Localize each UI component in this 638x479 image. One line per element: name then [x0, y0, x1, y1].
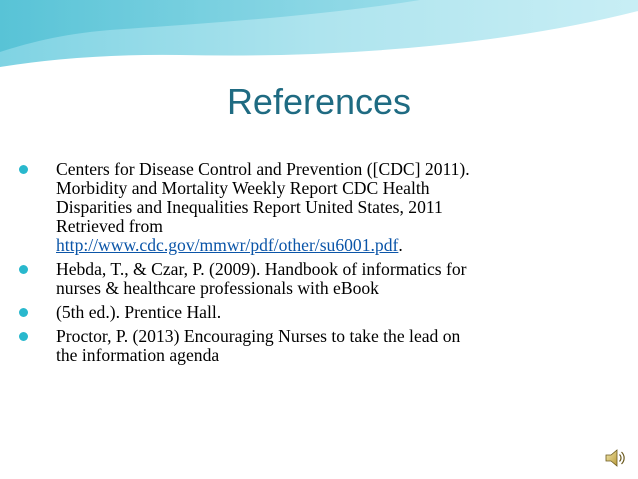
reference-list [16, 160, 616, 370]
bullet-icon [19, 265, 28, 274]
cdc-report-link[interactable]: http://www.cdc.gov/mmwr/pdf/other/su6001.pdf [56, 235, 399, 255]
reference-line: Disparities and Inequalities Report United States, 2011 [56, 197, 443, 217]
reference-item-edition [16, 303, 616, 322]
reference-item-hebda [16, 260, 616, 298]
bullet-icon [19, 165, 28, 174]
bullet-icon [19, 332, 28, 341]
reference-line: the information agenda [56, 345, 220, 365]
reference-link-line [56, 236, 616, 255]
reference-line: (5th ed.). Prentice Hall. [56, 302, 222, 322]
reference-line: Morbidity and Mortality Weekly Report CDC Health [56, 178, 430, 198]
reference-line: Proctor, P. (2013) Encouraging Nurses to take the lead on [56, 326, 461, 346]
link-suffix: . [398, 235, 403, 255]
reference-item-cdc [16, 160, 616, 255]
reference-line: Centers for Disease Control and Prevention ([CDC] 2011). [56, 159, 470, 179]
header-wave-decoration [0, 0, 638, 80]
speaker-icon[interactable] [604, 447, 626, 469]
reference-item-proctor [16, 327, 616, 365]
bullet-icon [19, 308, 28, 317]
reference-line: nurses & healthcare professionals with eBook [56, 278, 379, 298]
slide-title: References [226, 81, 412, 122]
reference-line: Retrieved from [56, 216, 163, 236]
reference-line: Hebda, T., & Czar, P. (2009). Handbook of informatics for [56, 259, 467, 279]
